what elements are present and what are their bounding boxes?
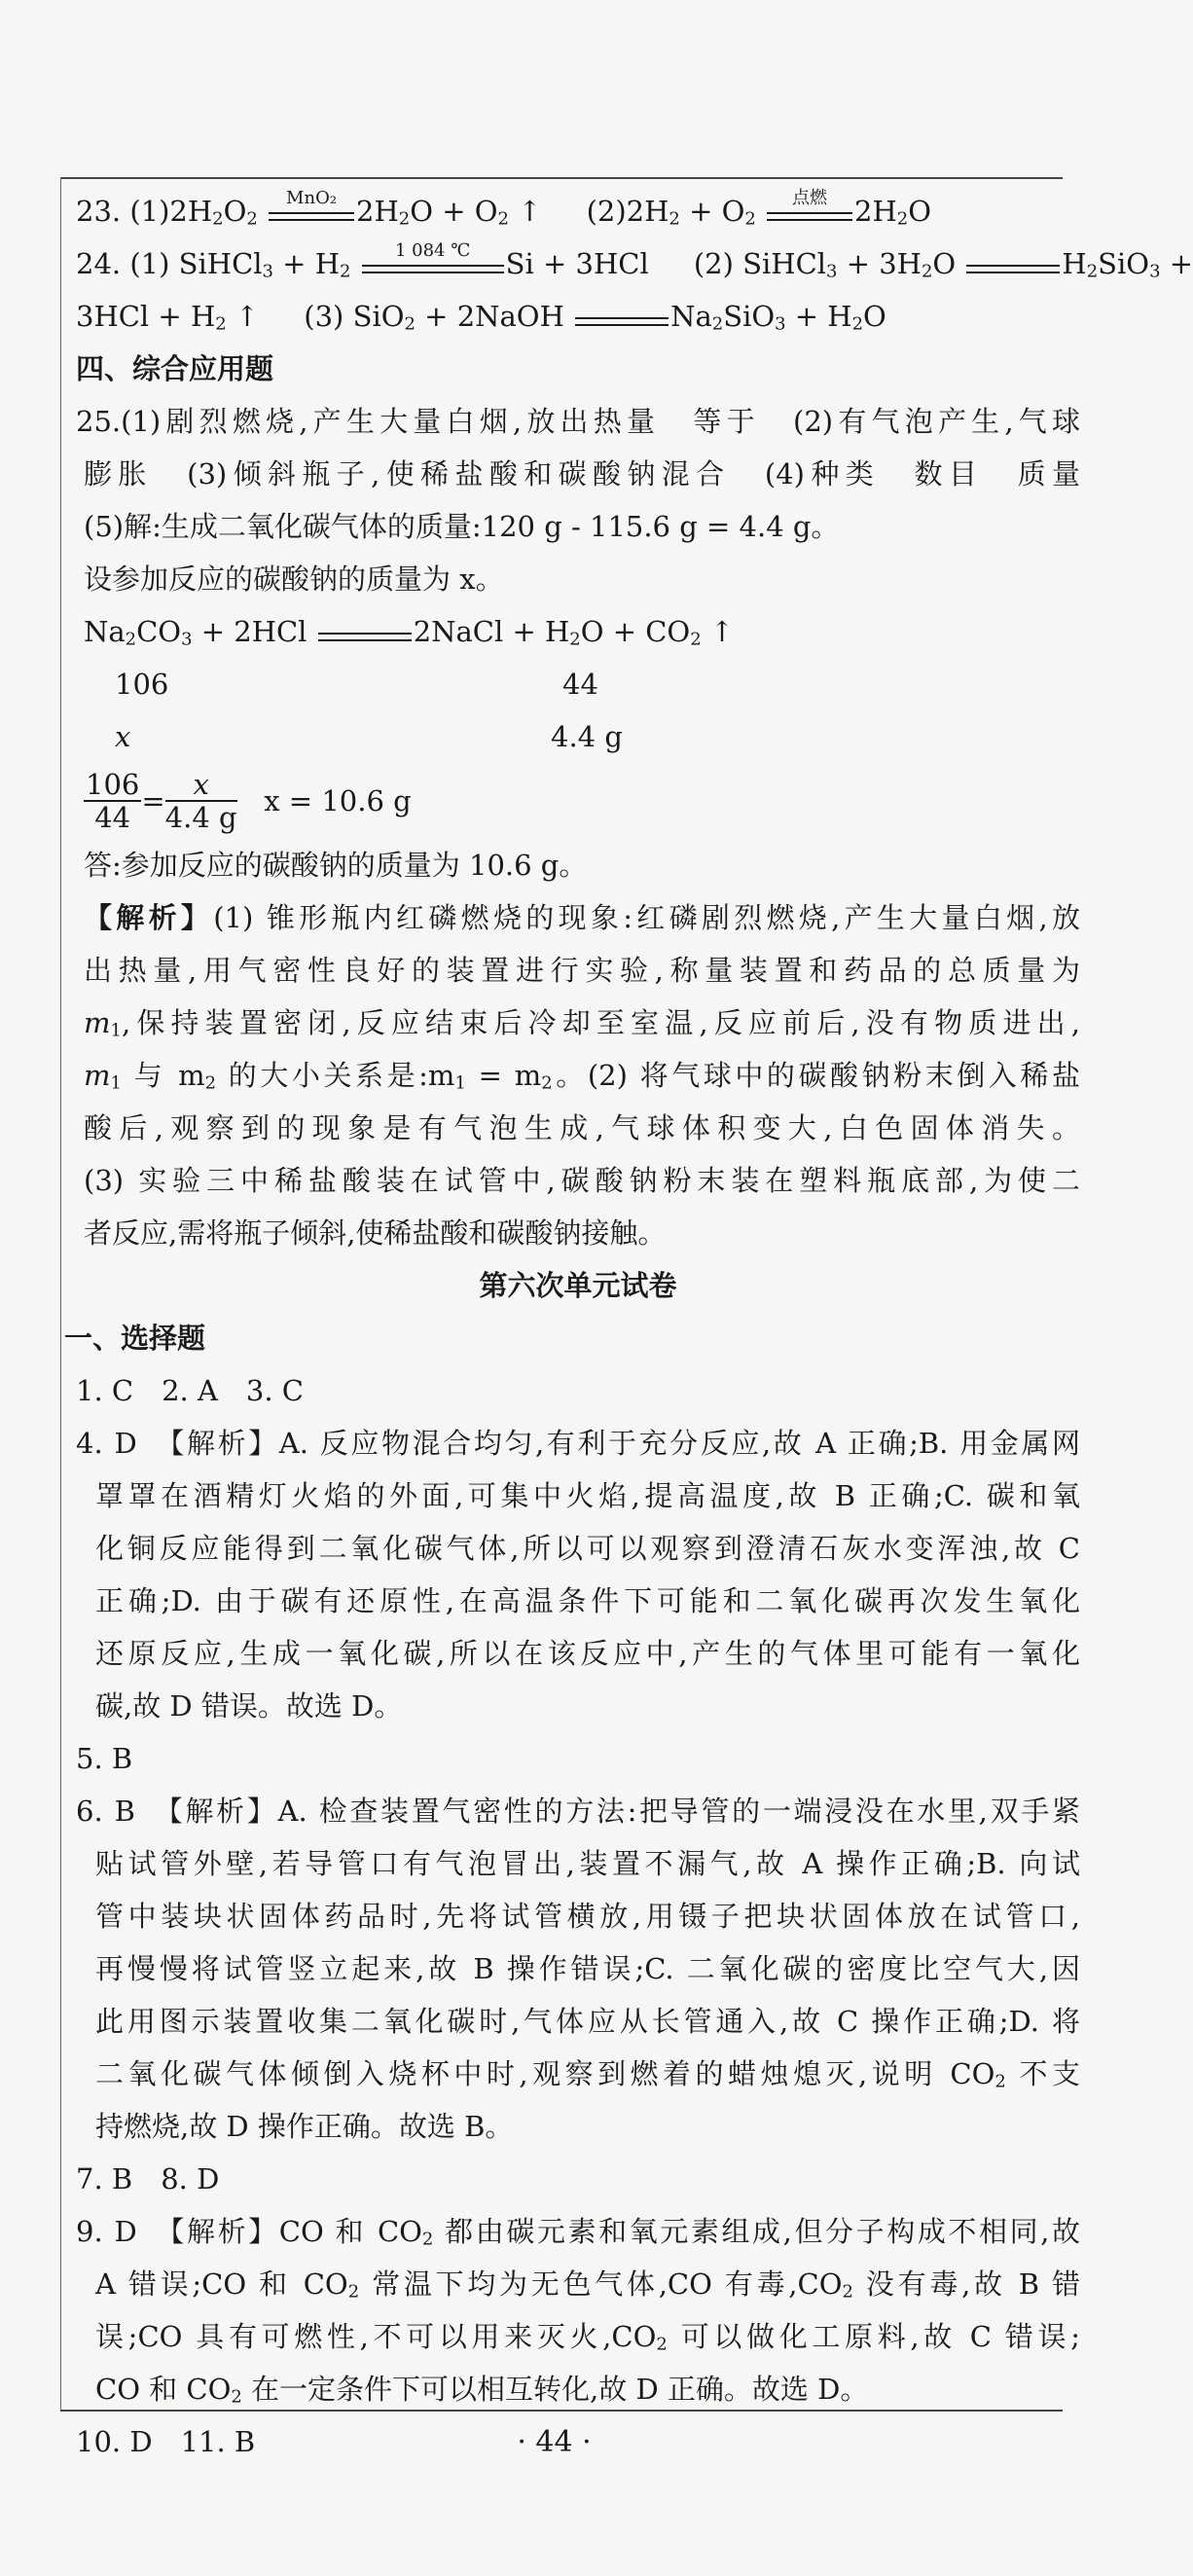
- q4-line: 正确;D. 由于碳有还原性,在高温条件下可能和二氧化碳再次发生氧化: [95, 1584, 1080, 1617]
- answer-row: 5. B: [76, 1742, 133, 1775]
- q6-line: 贴试管外壁,若导管口有气泡冒出,装置不漏气,故 A 操作正确;B. 向试: [95, 1847, 1080, 1880]
- q4-line: 4. D 【解析】A. 反应物混合均匀,有利于充分反应,故 A 正确;B. 用金属网: [76, 1427, 1080, 1460]
- q25-analysis: (3) 实验三中稀盐酸装在试管中,碳酸钠粉末装在塑料瓶底部,为使二: [84, 1164, 1080, 1197]
- fraction: $\frac{x}{4.4 g}$: [164, 768, 237, 834]
- left-rule: [60, 177, 61, 2410]
- answer-row: 1. C 2. A 3. C: [76, 1374, 304, 1407]
- q25-proportion: $\frac{106}{44}$ = $\frac{x}{4.4 g}$ x = 10.6 g: [86, 768, 412, 834]
- section-heading: 四、综合应用题: [76, 352, 274, 385]
- q25-analysis: 【解析】(1) 锥形瓶内红磷燃烧的现象:红磷剧烈燃烧,产生大量白烟,放: [84, 901, 1080, 934]
- q25-analysis: 者反应,需将瓶子倾斜,使稀盐酸和碳酸钠接触。: [84, 1216, 667, 1250]
- q25-molar-mass-row: 106 44: [115, 668, 598, 701]
- unit-test-title: 第六次单元试卷: [479, 1269, 677, 1302]
- q25-analysis: $m_1$,保持装置密闭,反应结束后冷却至室温,反应前后,没有物质进出,: [84, 1006, 1080, 1041]
- q25-line: 膨胀 (3)倾斜瓶子,使稀盐酸和碳酸钠混合 (4)种类 数目 质量: [84, 457, 1080, 490]
- q23-line: 23. $(1)2H_2O_2$ MnO₂ $2H_2O + O_2$ ↑ $(2)2H_2 + O_2$ 点燃 $2H_2O$: [76, 185, 1080, 237]
- q6-line: 二氧化碳气体倾倒入烧杯中时,观察到燃着的蜡烛熄灭,说明 $CO_2$ 不支: [95, 2057, 1080, 2092]
- q25-line: (5)解:生成二氧化碳气体的质量:120 g - 115.6 g = 4.4 g。: [84, 510, 840, 543]
- equals-sign: [316, 607, 414, 660]
- reaction-condition-ignite: 点燃: [765, 187, 854, 239]
- q4-line: 化铜反应能得到二氧化碳气体,所以可以观察到澄清石灰水变浑浊,故 C: [95, 1532, 1080, 1565]
- q6-line: 此用图示装置收集二氧化碳时,气体应从长管通入,故 C 操作正确;D. 将: [95, 2005, 1080, 2038]
- equals-sign: [964, 239, 1062, 292]
- answer-content: [64, 185, 1193, 2468]
- q6-line: 持燃烧,故 D 操作正确。故选 B。: [95, 2110, 514, 2143]
- q9-line: CO 和 $CO_2$ 在一定条件下可以相互转化,故 D 正确。故选 D。: [95, 2373, 869, 2408]
- q25-analysis: 出热量,用气密性良好的装置进行实验,称量装置和药品的总质量为: [84, 954, 1080, 987]
- reaction-condition-temperature: 1 084 ℃: [360, 239, 506, 292]
- top-rule: [60, 177, 1063, 179]
- q9-line: 9. D 【解析】CO 和 $CO_2$ 都由碳元素和氧元素组成,但分子构成不相同,故: [76, 2215, 1080, 2250]
- q6-line: 6. B 【解析】A. 检查装置气密性的方法:把导管的一端浸没在水里,双手紧: [76, 1795, 1080, 1828]
- q24-line-1: 24. (1) SiHCl$_3$ + $H_2$ 1 084 ℃ Si + 3HCl (2) SiHCl$_3$ + $3H_2O$ $H_2SiO_3$ +: [76, 237, 1080, 290]
- q25-equation: $Na_2CO_3 + 2HCl$ 2NaCl + $H_2O + CO_2$ ↑: [76, 605, 1080, 658]
- q6-line: 再慢慢将试管竖立起来,故 B 操作错误;C. 二氧化碳的密度比空气大,因: [95, 1952, 1080, 1985]
- q9-line: A 错误;CO 和 $CO_2$ 常温下均为无色气体,CO 有毒$,CO_2$ 没有毒,故 B 错: [95, 2268, 1080, 2303]
- page-number: · 44 ·: [517, 2425, 592, 2459]
- q4-line: 罩罩在酒精灯火焰的外面,可集中火焰,提高温度,故 B 正确;C. 碳和氧: [95, 1479, 1080, 1512]
- answer-row: 7. B 8. D: [76, 2162, 220, 2195]
- answer-row: 10. D 11. B: [76, 2425, 256, 2458]
- q25-mass-row: x 4.4 g: [115, 720, 623, 753]
- q24-line-2: $3HCl + H_2$ ↑ (3) SiO$_2$ + 2NaOH $Na_2SiO_3 + H_2O$: [76, 290, 1080, 343]
- q25-line: 25.(1)剧烈燃烧,产生大量白烟,放出热量 等于 (2)有气泡产生,气球: [76, 405, 1080, 438]
- q9-line: 误;CO 具有可燃性,不可以用来灭火$,CO_2$ 可以做化工原料,故 C 错误;: [95, 2320, 1080, 2355]
- fraction: $\frac{106}{44}$: [86, 768, 140, 834]
- q4-line: 碳,故 D 错误。故选 D。: [95, 1689, 403, 1723]
- section-heading: 一、选择题: [64, 1322, 206, 1355]
- q25-analysis: 酸后,观察到的现象是有气泡生成,气球体积变大,白色固体消失。: [84, 1111, 1080, 1144]
- q4-line: 还原反应,生成一氧化碳,所以在该反应中,产生的气体里可能有一氧化: [95, 1637, 1080, 1670]
- q25-line: 设参加反应的碳酸钠的质量为 x。: [84, 562, 504, 596]
- q25-analysis: $m_1$ 与 $m_2$ 的大小关系是$:m_1 = m_2$。(2) 将气球中的碳酸钠粉末倒入稀盐: [84, 1059, 1080, 1094]
- q6-line: 管中装块状固体药品时,先将试管横放,用镊子把块状固体放在试管口,: [95, 1900, 1080, 1933]
- q23-text: 23. (1)2H: [76, 195, 213, 228]
- reaction-condition-catalyst: MnO₂: [267, 187, 356, 239]
- equals-sign: [573, 292, 670, 345]
- q25-answer: 答:参加反应的碳酸钠的质量为 10.6 g。: [84, 849, 588, 882]
